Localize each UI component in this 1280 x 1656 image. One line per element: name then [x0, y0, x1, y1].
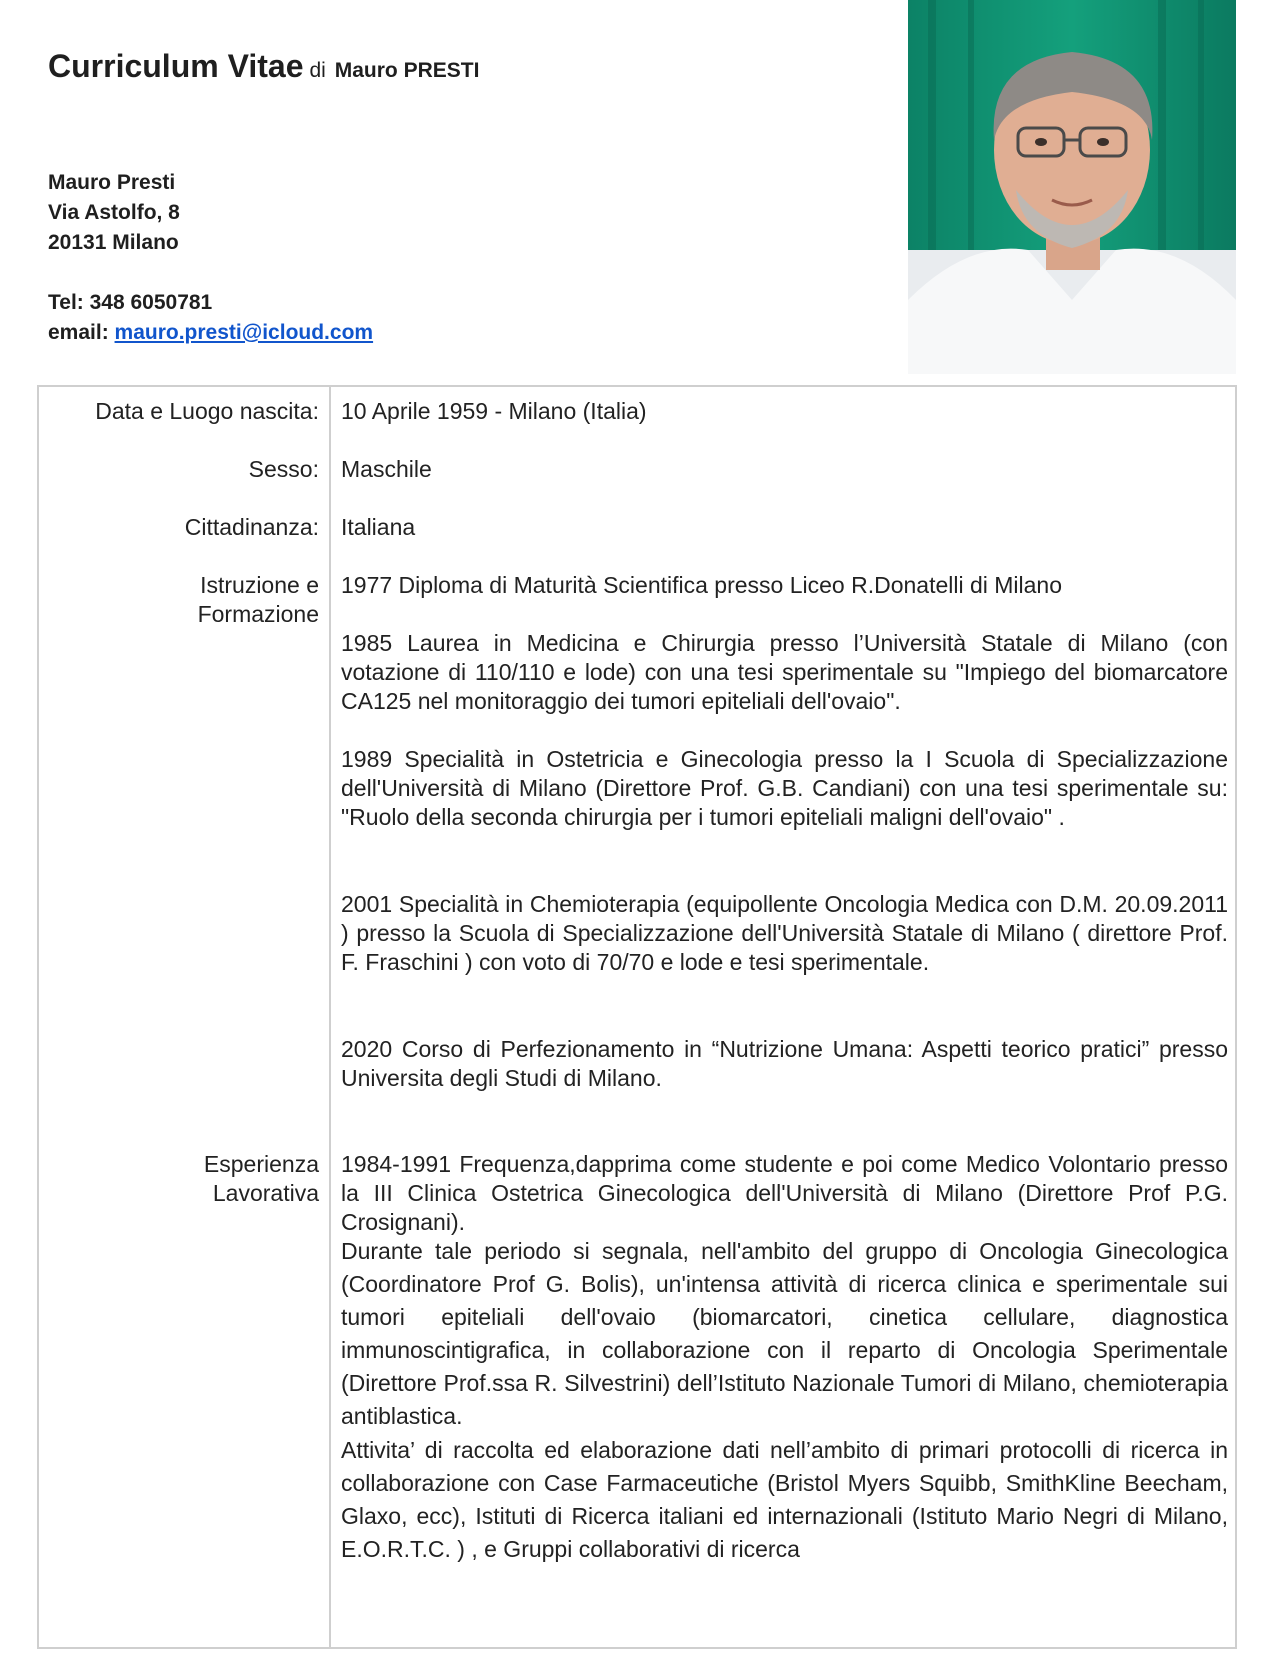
education-entry: 2001 Specialità in Chemioterapia (equipollente Oncologia Medica con D.M. 20.09.2011 ) presso la Scuola di Specializzazione dell'Università Statale di Milano ( direttore Prof. F. Fraschini ) con voto di 70/70 e lode e tesi sperimentale.	[341, 891, 1228, 975]
email-link[interactable]: mauro.presti@icloud.com	[114, 321, 374, 344]
education-entry: 1989 Specialità in Ostetricia e Ginecologia presso la I Scuola di Specializzazione dell'Università di Milano (Direttore Prof. G.B. Candiani) con una tesi sperimentale su: "Ruolo della seconda chirurgia per i tumori epiteliali maligni dell'ovaio" .	[341, 746, 1228, 830]
column-divider	[329, 387, 331, 1647]
contact-tel: Tel: 348 6050781	[48, 291, 213, 314]
sex-value: Maschile	[341, 456, 432, 482]
experience-label-line1: Esperienza	[203, 1151, 319, 1177]
cv-table	[37, 385, 1237, 1649]
sex-label: Sesso:	[248, 456, 319, 482]
birth-value: 10 Aprile 1959 - Milano (Italia)	[341, 398, 647, 424]
contact-block	[48, 168, 373, 348]
education-entry: 1977 Diploma di Maturità Scientifica presso Liceo R.Donatelli di Milano	[341, 572, 1063, 598]
contact-city: 20131 Milano	[48, 231, 179, 254]
title-di: di	[309, 59, 326, 82]
title-name: Mauro PRESTI	[334, 59, 480, 82]
profile-photo	[908, 0, 1236, 374]
experience-label-line2: Lavorativa	[212, 1180, 319, 1206]
education-label-line1: Istruzione e	[200, 572, 319, 598]
contact-name: Mauro Presti	[48, 171, 176, 194]
title-main: Curriculum Vitae	[48, 48, 304, 84]
education-entry: 1985 Laurea in Medicina e Chirurgia presso l’Università Statale di Milano (con votazione di 110/110 e lode) con una tesi sperimentale su "Impiego del biomarcatore CA125 nel monitoraggio dei tumori epiteliali dell'ovaio".	[341, 630, 1228, 714]
page-title	[48, 48, 479, 85]
portrait-icon	[908, 0, 1236, 374]
contact-street: Via Astolfo, 8	[48, 201, 180, 224]
education-label	[49, 571, 319, 629]
email-label: email:	[48, 321, 109, 344]
experience-para-2: Durante tale periodo si segnala, nell'ambito del gruppo di Oncologia Ginecologica (Coordinatore Prof G. Bolis), un'intensa attività di ricerca clinica e sperimentale sui tumori epiteliali dell'ovaio (biomarcatori, cinetica cellulare, diagnostica immunoscintigrafica, in collaborazione con il reparto di Oncologia Sperimentale (Direttore Prof.ssa R. Silvestrini) dell’Istituto Nazionale Tumori di Milano, chemioterapia antiblastica.	[341, 1238, 1228, 1429]
experience-para-3: Attivita’ di raccolta ed elaborazione dati nell’ambito di primari protocolli di ricerca in collaborazione con Case Farmaceutiche (Bristol Myers Squibb, SmithKline Beecham, Glaxo, ecc), Istituti di Ricerca italiani ed internazionali (Istituto Mario Negri di Milano, E.O.R.T.C. ) , e Gruppi collaborativi di ricerca	[341, 1437, 1228, 1562]
birth-label: Data e Luogo nascita:	[95, 398, 319, 424]
experience-para-1: 1984-1991 Frequenza,dapprima come studente e poi come Medico Volontario presso la III Clinica Ostetrica Ginecologica dell'Università di Milano (Direttore Prof P.G. Crosignani).	[341, 1151, 1228, 1235]
education-label-line2: Formazione	[197, 601, 319, 627]
contact-email-row	[48, 318, 373, 348]
citizenship-value: Italiana	[341, 514, 416, 540]
education-entry: 2020 Corso di Perfezionamento in “Nutrizione Umana: Aspetti teorico pratici” presso Universita degli Studi di Milano.	[341, 1036, 1228, 1091]
contact-gap	[48, 258, 373, 288]
experience-label	[49, 1150, 319, 1208]
citizenship-label: Cittadinanza:	[184, 514, 319, 540]
